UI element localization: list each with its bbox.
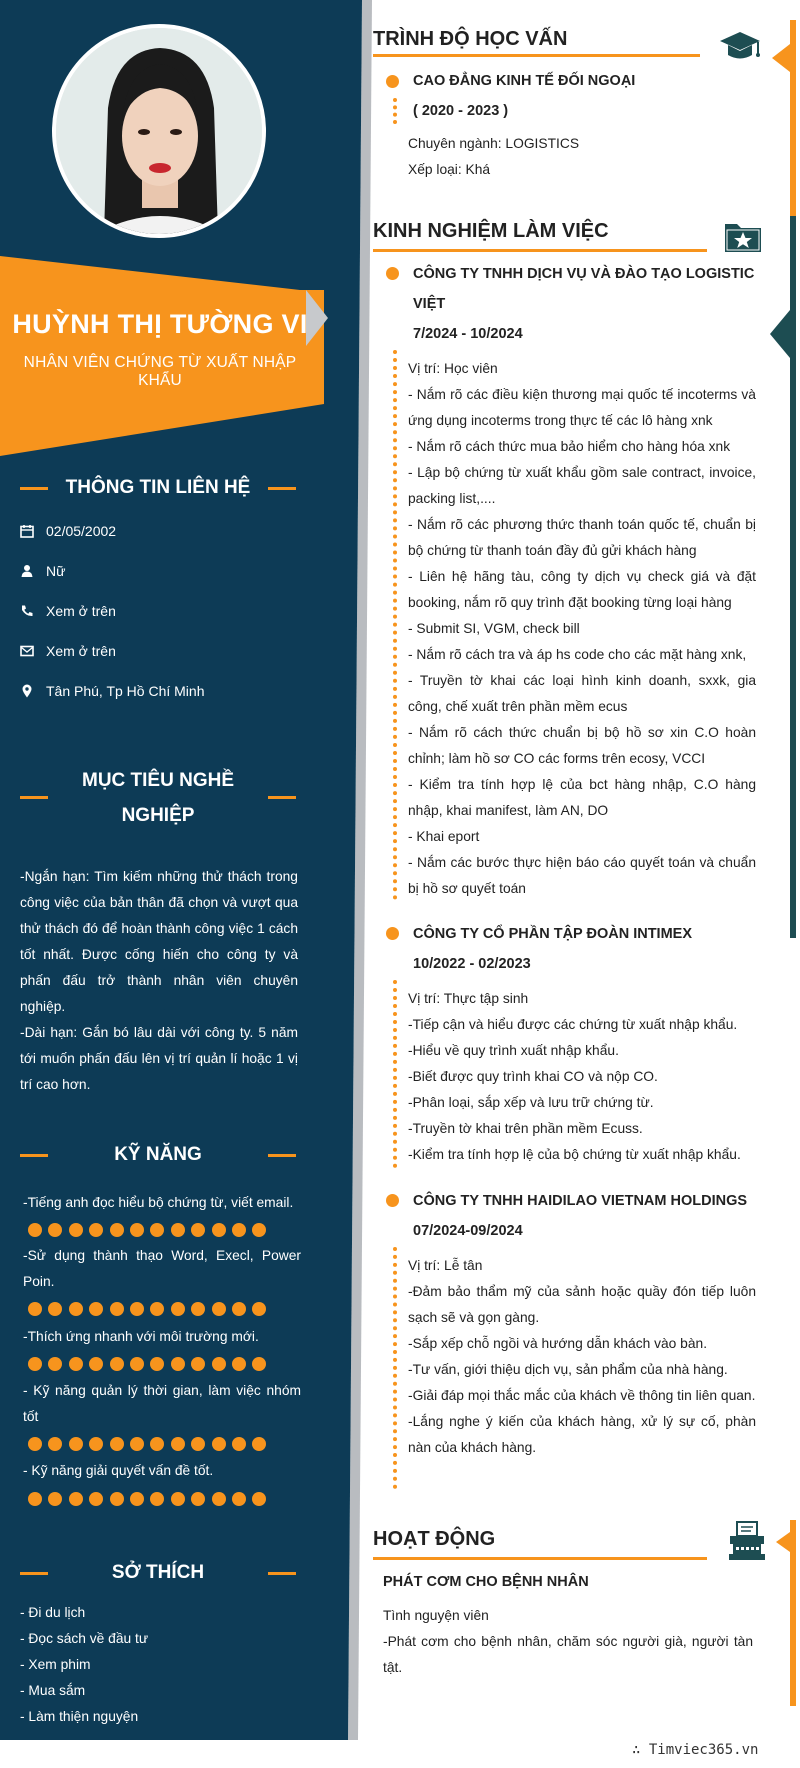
activity-title: PHÁT CƠM CHO BỆNH NHÂN [383, 1574, 589, 1590]
education-timeline-dots [393, 98, 397, 124]
job-detail-line: Vị trí: Học viên [408, 361, 498, 376]
skill-dot [232, 1357, 246, 1371]
map-pin-icon [20, 684, 46, 698]
skill-dot [110, 1223, 124, 1237]
skill-item-text: - Kỹ năng giải quyết vấn đề tốt. [23, 1463, 214, 1478]
job-detail-line: -Lắng nghe ý kiến của khách hàng, xử lý sự cố, phàn nàn của khách hàng. [408, 1414, 756, 1455]
skill-rating [28, 1223, 266, 1237]
experience-heading-underline [373, 249, 707, 252]
contact-heading-text: THÔNG TIN LIÊN HỆ [65, 477, 251, 498]
job-detail-line: - Kiểm tra tính hợp lệ của bct hàng nhập, C.O hàng nhập, khai manifest, làm AN, DO [408, 777, 756, 818]
skill-dot [48, 1302, 62, 1316]
job-bullet [386, 1194, 399, 1207]
skill-dot [212, 1357, 226, 1371]
skill-dot [69, 1357, 83, 1371]
contact-gender [20, 560, 65, 582]
job-detail-line: -Sắp xếp chỗ ngồi và hướng dẫn khách vào bàn. [408, 1336, 708, 1351]
job-detail-line: - Nắm rõ cách thức mua bảo hiểm cho hàng hóa xnk [408, 439, 731, 454]
job-bullet [386, 927, 399, 940]
skill-dot [171, 1492, 185, 1506]
skills-heading-text: KỸ NĂNG [114, 1144, 202, 1165]
skill-dot [191, 1492, 205, 1506]
skill-dot [212, 1223, 226, 1237]
skill-dot [232, 1223, 246, 1237]
candidate-name: HUỲNH THỊ TƯỜNG VI [12, 309, 308, 339]
phone-icon [20, 604, 46, 618]
skill-dot [252, 1223, 266, 1237]
heading-dash-left [20, 1572, 48, 1575]
job-detail-line: - Nắm rõ các phương thức thanh toán quốc tế, chuẩn bị bộ chứng từ thanh toán đầy đủ gửi khách hàng [408, 517, 756, 558]
job-detail-line: -Kiểm tra tính hợp lệ của bộ chứng từ xuất nhập khẩu. [408, 1147, 741, 1162]
skill-dot [252, 1437, 266, 1451]
contact-phone [20, 600, 116, 622]
footer-brand: ∴ Timviec365.vn [632, 1742, 759, 1758]
job-period: 10/2022 - 02/2023 [413, 956, 531, 972]
skill-rating [28, 1302, 266, 1316]
skill-dot [89, 1492, 103, 1506]
skill-dot [28, 1357, 42, 1371]
graduation-cap-icon [718, 30, 762, 69]
skills-heading [20, 1138, 296, 1172]
objective-heading [20, 763, 296, 833]
hobbies-heading-text: SỞ THÍCH [111, 1562, 205, 1583]
skill-dot [150, 1223, 164, 1237]
job-timeline-dots [393, 350, 397, 900]
job-detail-line: -Hiểu về quy trình xuất nhập khẩu. [408, 1043, 619, 1058]
job-detail-line: - Nắm các bước thực hiện báo cáo quyết toán và chuẩn bị hồ sơ quyết toán [408, 855, 756, 896]
job-detail-line: - Khai eport [408, 829, 480, 844]
heading-dash-right [268, 1572, 296, 1575]
skill-dot [252, 1492, 266, 1506]
job-period: 07/2024-09/2024 [413, 1223, 523, 1239]
job-detail-line: - Liên hệ hãng tàu, công ty dịch vụ check giá và đặt booking, nắm rõ quy trình đặt booking từng loại hàng [408, 569, 756, 610]
gender-value: Nữ [46, 563, 66, 579]
hobby-item: - Xem phim [20, 1657, 91, 1672]
education-heading: TRÌNH ĐỘ HỌC VẤN [373, 28, 568, 50]
skill-rating [28, 1437, 266, 1451]
skill-dot [130, 1437, 144, 1451]
skill-item-text: -Tiếng anh đọc hiểu bộ chứng từ, viết email. [23, 1195, 294, 1210]
heading-dash-left [20, 1154, 48, 1157]
skill-dot [191, 1223, 205, 1237]
skill-dot [28, 1302, 42, 1316]
skill-dot [191, 1357, 205, 1371]
objective-heading-line1: MỤC TIÊU NGHỀ [82, 770, 234, 791]
skill-dot [69, 1437, 83, 1451]
contact-heading [20, 471, 296, 505]
skill-dot [252, 1302, 266, 1316]
skill-dot [171, 1223, 185, 1237]
skill-dot [89, 1357, 103, 1371]
contact-birthday [20, 520, 116, 542]
person-icon [20, 564, 46, 578]
skill-dot [48, 1223, 62, 1237]
objective-long-term: -Dài hạn: Gắn bó lâu dài với công ty. 5 năm tới muốn phấn đấu lên vị trí quản lí hoặc 1 vị trí cao hơn. [20, 1025, 298, 1092]
objective-short-term: -Ngắn hạn: Tìm kiếm những thử thách trong công việc của bản thân đã chọn và vượt qua thử thách đó để hoàn thành công việc 1 cách tốt nhất. Được cống hiến cho công ty và phấn đấu trở thành nhân viên chuyên nghiệp. [20, 869, 298, 1014]
education-period: ( 2020 - 2023 ) [413, 103, 509, 119]
skill-dot [69, 1302, 83, 1316]
job-detail-list [408, 356, 756, 902]
skill-dot [130, 1492, 144, 1506]
skill-dot [191, 1302, 205, 1316]
calendar-icon [20, 524, 46, 538]
hobby-item: - Đi du lịch [20, 1605, 86, 1620]
phone-value: Xem ở trên [46, 603, 116, 619]
job-detail-line: Vị trí: Thực tập sinh [408, 991, 529, 1006]
skill-dot [28, 1492, 42, 1506]
heading-dash-right [268, 796, 296, 799]
job-detail-line: - Lập bộ chứng từ xuất khẩu gồm sale contract, invoice, packing list,.... [408, 465, 756, 506]
skill-dot [130, 1223, 144, 1237]
job-detail-line: -Tư vấn, giới thiệu dịch vụ, sản phẩm của nhà hàng. [408, 1362, 728, 1377]
job-detail-line: -Đảm bảo thẩm mỹ của sảnh hoặc quầy đón tiếp luôn sạch sẽ và gọn gàng. [408, 1284, 756, 1325]
skill-dot [130, 1302, 144, 1316]
activities-heading: HOẠT ĐỘNG [373, 1528, 496, 1550]
education-major: Chuyên ngành: LOGISTICS [408, 136, 580, 151]
job-detail-line: -Truyền tờ khai trên phần mềm Ecuss. [408, 1121, 643, 1136]
job-detail-line: -Tiếp cận và hiểu được các chứng từ xuất nhập khẩu. [408, 1017, 738, 1032]
skill-rating [28, 1357, 266, 1371]
job-period: 7/2024 - 10/2024 [413, 326, 523, 342]
skill-dot [110, 1357, 124, 1371]
contact-email [20, 640, 116, 662]
hobby-item: - Làm thiện nguyện [20, 1709, 139, 1724]
education-heading-underline [373, 54, 700, 57]
skill-rating [28, 1492, 266, 1506]
job-company: CÔNG TY CỔ PHẦN TẬP ĐOÀN INTIMEX [413, 926, 693, 942]
profile-photo [52, 24, 266, 238]
skill-dot [48, 1357, 62, 1371]
heading-dash-left [20, 487, 48, 490]
skill-dot [69, 1223, 83, 1237]
skill-dot [89, 1223, 103, 1237]
skill-item-text: -Thích ứng nhanh với môi trường mới. [23, 1329, 259, 1344]
skill-dot [89, 1437, 103, 1451]
skill-dot [212, 1437, 226, 1451]
skill-dot [252, 1357, 266, 1371]
skill-item-text: -Sử dụng thành thạo Word, Execl, Power Poin. [23, 1248, 301, 1289]
skill-dot [171, 1437, 185, 1451]
skill-dot [28, 1437, 42, 1451]
skill-dot [48, 1492, 62, 1506]
hobbies-heading [20, 1556, 296, 1590]
skill-item-text: - Kỹ năng quản lý thời gian, làm việc nhóm tốt [23, 1383, 301, 1424]
birthday-value: 02/05/2002 [46, 523, 117, 539]
hobby-item: - Đọc sách về đầu tư [20, 1631, 149, 1646]
job-detail-line: - Nắm rõ các điều kiện thương mại quốc tế incoterms và ứng dụng incoterms trong thực tế các lô hàng xnk [408, 387, 756, 428]
hobby-list [20, 1600, 148, 1730]
skill-dot [150, 1437, 164, 1451]
skill-dot [110, 1302, 124, 1316]
skill-dot [150, 1357, 164, 1371]
skill-dot [48, 1437, 62, 1451]
contact-address [20, 680, 204, 702]
skill-dot [232, 1492, 246, 1506]
skill-dot [232, 1437, 246, 1451]
job-company: CÔNG TY TNHH HAIDILAO VIETNAM HOLDINGS [413, 1193, 748, 1209]
hobby-item: - Mua sắm [20, 1683, 86, 1698]
profile-photo-illustration [56, 28, 262, 234]
email-value: Xem ở trên [46, 643, 116, 659]
skill-dot [171, 1357, 185, 1371]
job-detail-line: - Nắm rõ cách tra và áp hs code cho các mặt hàng xnk, [408, 647, 747, 662]
job-detail-line: - Truyền tờ khai các loại hình kinh doanh, sxxk, gia công, chế xuất trên phần mềm ecus [408, 673, 756, 714]
skill-dot [150, 1492, 164, 1506]
job-company: CÔNG TY TNHH DỊCH VỤ VÀ ĐÀO TẠO LOGISTIC [413, 266, 755, 282]
heading-dash-left [20, 796, 48, 799]
job-detail-line: -Biết được quy trình khai CO và nộp CO. [408, 1069, 658, 1084]
experience-heading: KINH NGHIỆM LÀM VIỆC [373, 220, 609, 242]
objective-heading-line2: NGHIỆP [121, 805, 195, 826]
activity-description: -Phát cơm cho bệnh nhân, chăm sóc người già, người tàn tật. [383, 1634, 753, 1675]
skill-dot [130, 1357, 144, 1371]
job-timeline-dots [393, 1247, 397, 1489]
address-value: Tân Phú, Tp Hồ Chí Minh [46, 683, 205, 699]
skill-dot [212, 1492, 226, 1506]
skill-dot [150, 1302, 164, 1316]
job-bullet [386, 267, 399, 280]
candidate-job-title: NHÂN VIÊN CHỨNG TỪ XUẤT NHẬP KHẨU [23, 354, 297, 389]
activities-heading-underline [373, 1557, 707, 1560]
skill-dot [89, 1302, 103, 1316]
skill-dot [212, 1302, 226, 1316]
envelope-icon [20, 644, 46, 658]
skill-dot [232, 1302, 246, 1316]
skill-dot [110, 1437, 124, 1451]
typewriter-icon [727, 1520, 767, 1567]
skill-dot [191, 1437, 205, 1451]
job-company-continued: VIỆT [413, 296, 446, 312]
skill-dot [69, 1492, 83, 1506]
skill-dot [110, 1492, 124, 1506]
job-detail-line: -Giải đáp mọi thắc mắc của khách về thông tin liên quan. [408, 1388, 756, 1403]
heading-dash-right [268, 487, 296, 490]
skill-dot [28, 1223, 42, 1237]
education-school: CAO ĐẲNG KINH TẾ ĐỐI NGOẠI [413, 73, 636, 89]
job-detail-line: -Phân loại, sắp xếp và lưu trữ chứng từ. [408, 1095, 654, 1110]
job-timeline-dots [393, 980, 397, 1168]
job-detail-line: - Nắm rõ cách thức chuẩn bị bộ hồ sơ xin C.O hoàn chỉnh; làm hồ sơ CO các forms trên ecosy, VCCI [408, 725, 756, 766]
folder-star-icon [723, 220, 763, 259]
job-detail-list [408, 986, 756, 1168]
activity-role: Tình nguyện viên [383, 1608, 489, 1623]
education-bullet [386, 75, 399, 88]
heading-dash-right [268, 1154, 296, 1157]
skill-dot [171, 1302, 185, 1316]
education-grade: Xếp loại: Khá [408, 162, 491, 177]
job-detail-line: Vị trí: Lễ tân [408, 1258, 483, 1273]
job-detail-line: - Submit SI, VGM, check bill [408, 621, 580, 636]
job-detail-list [408, 1253, 756, 1461]
